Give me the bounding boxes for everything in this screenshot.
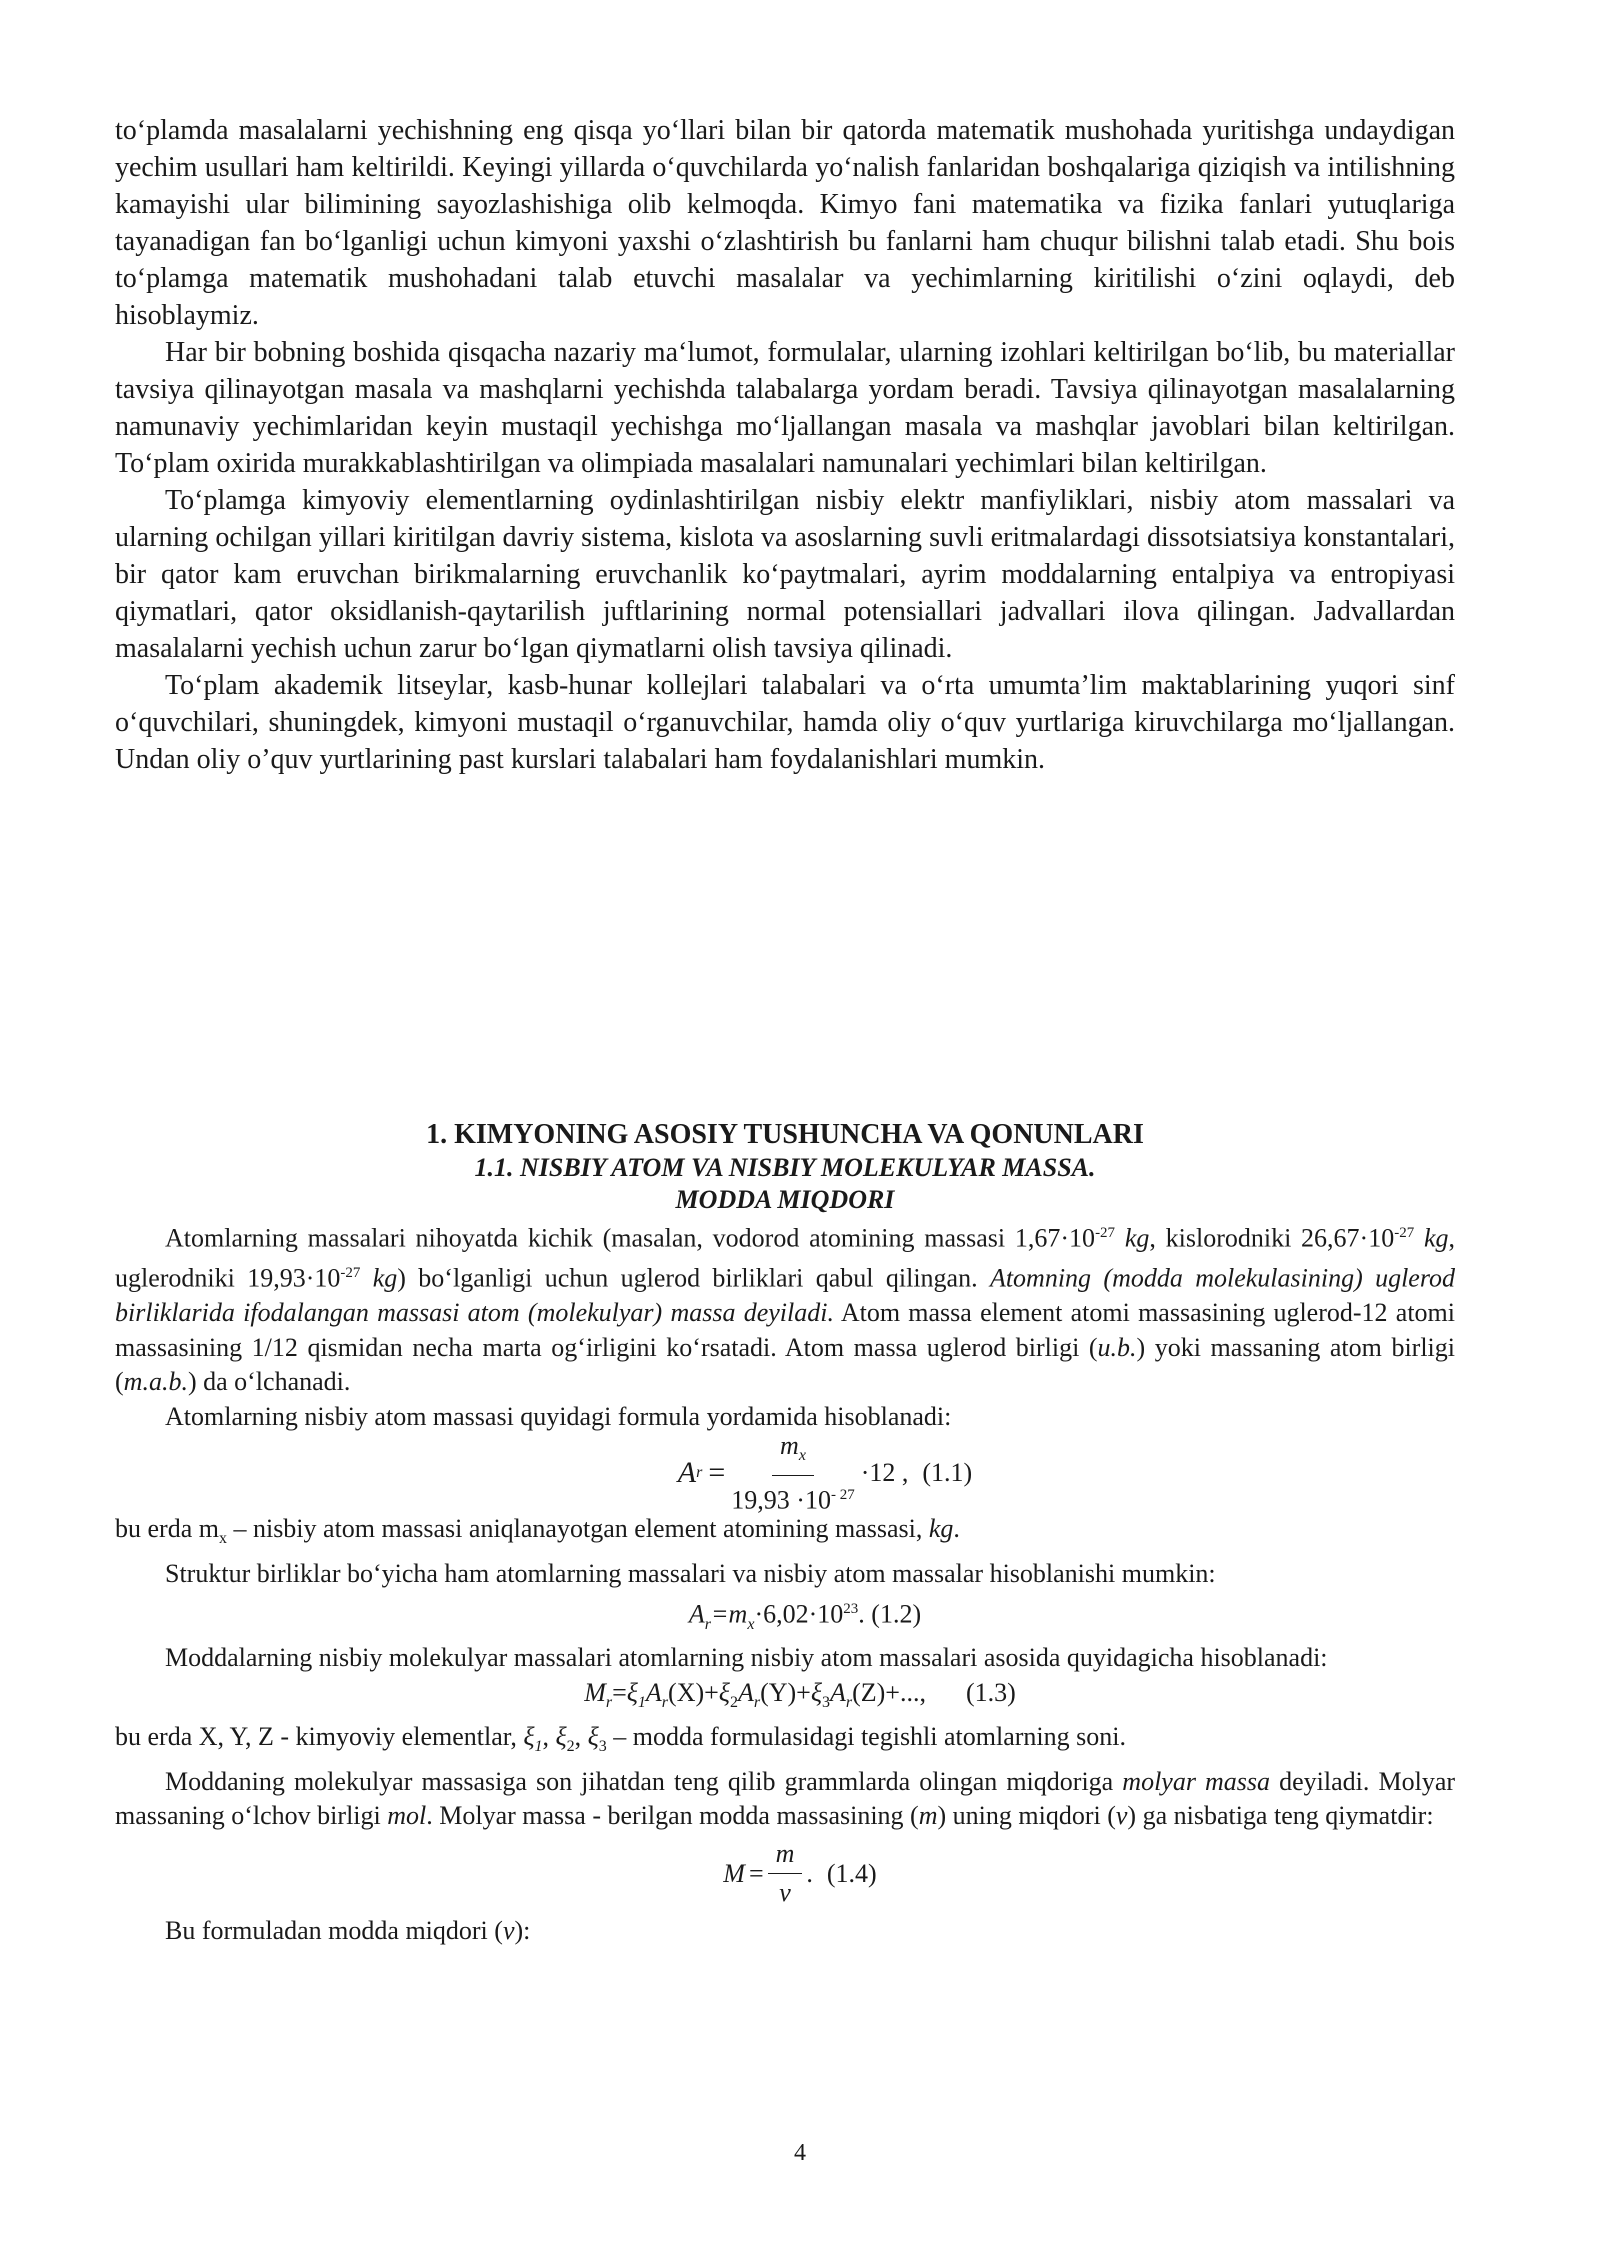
- section-title-line-2: MODDA MIQDORI: [675, 1185, 895, 1214]
- paragraph-atom-mass: Atomlarning massalari nihoyatda kichik (masalan, vodorod atomining massasi $1,67\cdot 10^{-27}$ kg, kislorodniki $26,67\cdot 10^{-27}$ kg, uglerodniki $19,93\cdot 10^{-27}$ kg) bo‘lganligi uchun uglerod birliklari qabul qilingan. Atomning (modda molekulasining) uglerod birliklarida ifodalangan massasi atom (molekulyar) massa deyiladi. Atom massa element atomi massasining uglerod-12 atomi massasining 1/12 qismidan necha marta og‘irligini ko‘rsatadi. Atom massa uglerod birligi (u.b.) yoki massaning atom birligi (m.a.b.) da o‘lchanadi.: [115, 1223, 1456, 1397]
- page-number: 4: [794, 2140, 806, 2166]
- chapter-title: 1. KIMYONING ASOSIY TUSHUNCHA VA QONUNLARI: [426, 1119, 1144, 1150]
- blank-space: [115, 778, 1455, 1118]
- formula-1-3: $M_r=\xi_1A_r(X)+\xi_2A_r(Y)+\xi_3A_r(Z)+$..., (1.3): [584, 1677, 1016, 1712]
- formula-1-4-label: (1.4): [826, 1858, 877, 1888]
- intro-paragraph-1: to‘plamda masalalarni yechishning eng qisqa yo‘llari bilan bir qatorda matematik mushohada yuritishga undaydigan yechim usullari ham keltirildi. Keyingi yillarda o‘quvchilarda yo‘nalish fanlaridan boshqalariga qiziqish va intilishning kamayishi ular bilimining sayozlashishiga olib kelmoqda. Kimyo fani matematika va fizika fanlari yutuqlariga tayanadigan fan bo‘lganligi uchun kimyoni yaxshi o‘zlashtirish bu fanlarni ham chuqur bilishni talab etadi. Shu bois to‘plamga matematik mushohadani talab etuvchi masalalar va yechimlarning kiritilishi o‘zini oqlaydi, deb hisoblaymiz.: [115, 115, 1455, 331]
- formula-1-1-label: (1.1): [922, 1458, 973, 1488]
- intro-paragraph-3: To‘plamga kimyoviy elementlarning oydinlashtirilgan nisbiy elektr manfiyliklari, nisbiy atom massalari va ularning ochilgan yillari kiritilgan davriy sistema, kislota va asoslarning suvli eritmalardagi dissotsiatsiya konstantalari, bir qator kam eruvchan birikmalarning eruvchanlik ko‘paytmalari, ayrim moddalarning entalpiya va entropiyasi qiymatlari, qator oksidlanish-qaytarilish juftlarining normal potensiallari jadvallari ilova qilingan. Jadvallardan masalalarni yechish uchun zarur bo‘lgan qiymatlarni olish tavsiya qilinadi.: [115, 485, 1455, 664]
- formula-1-2: $A_r=m_x\cdot 6,02\cdot 10^{23}$. (1.2): [688, 1599, 922, 1633]
- paragraph-molecular-mass: Moddalarning nisbiy molekulyar massalari atomlarning nisbiy atom massalari asosida quyidagicha hisoblanadi:: [165, 1643, 1328, 1673]
- intro-paragraph-4: To‘plam akademik litseylar, kasb-hunar kollejlari talabalari va o‘rta umumta’lim maktablarining yuqori sinf o‘quvchilari, shuningdek, kimyoni mustaqil o‘rganuvchilar, hamda oliy o‘quv yurtlariga kiruvchilarga mo‘ljallangan. Undan oliy o’quv yurtlarining past kurslari talabalari ham foydalanishlari mumkin.: [115, 670, 1455, 775]
- paragraph-xyz-definition: bu erda X, Y, Z - kimyoviy elementlar, $\xi_1$, $\xi_2$, $\xi_3$ – modda formulasidagi tegishli atomlarning soni.: [115, 1722, 1126, 1756]
- section-title-line-1: 1.1. NISBIY ATOM VA NISBIY MOLEKULYAR MASSA.: [474, 1153, 1096, 1182]
- paragraph-structural-units: Struktur birliklar bo‘yicha ham atomlarning massalari va nisbiy atom massalar hisoblanishi mumkin:: [165, 1559, 1216, 1588]
- intro-paragraph-2: Har bir bobning boshida qisqacha nazariy ma‘lumot, formulalar, ularning izohlari keltirilgan bo‘lib, bu materiallar tavsiya qilinayotgan masala va mashqlarni yechishda talabalarga yordam beradi. Tavsiya qilinayotgan masalalarning namunaviy yechimlaridan keyin mustaqil yechishga mo‘ljallangan masala va mashqlar javoblari bilan keltirilgan. To‘plam oxirida murakkablashtirilgan va olimpiada masalalari namunalari yechimlari bilan keltirilgan.: [115, 337, 1455, 479]
- paragraph-amount-of-substance: Bu formuladan modda miqdori (v):: [165, 1915, 531, 1945]
- paragraph-mx-definition: bu erda $m_x$ – nisbiy atom massasi aniqlanayotgan element atomining massasi, kg.: [115, 1514, 960, 1548]
- paragraph-molar-mass: Moddaning molekulyar massasiga son jihatdan teng qilib grammlarda olingan miqdoriga molyar massa deyiladi. Molyar massaning o‘lchov birligi mol. Molyar massa - berilgan modda massasining (m) uning miqdori (v) ga nisbatiga teng qiymatdir:: [115, 1766, 1456, 1831]
- formula-1-1: A r = $\frac{m_x}{19,93 \cdot 10^{- 27}}$ ·12 , (1.1): [195, 1434, 1455, 1512]
- formula-1-4-fraction: $\frac{m}{v}$: [768, 1837, 803, 1910]
- formula-1-1-fraction: $\frac{m_x}{19,93 \cdot 10^{- 27}}$: [731, 1430, 855, 1515]
- page-content: [115, 112, 1455, 1948]
- formula-1-4: M = $\frac{m}{v}$ . (1.4): [145, 1834, 1455, 1914]
- paragraph-formula-intro: Atomlarning nisbiy atom massasi quyidagi formula yordamida hisoblanadi:: [165, 1401, 952, 1431]
